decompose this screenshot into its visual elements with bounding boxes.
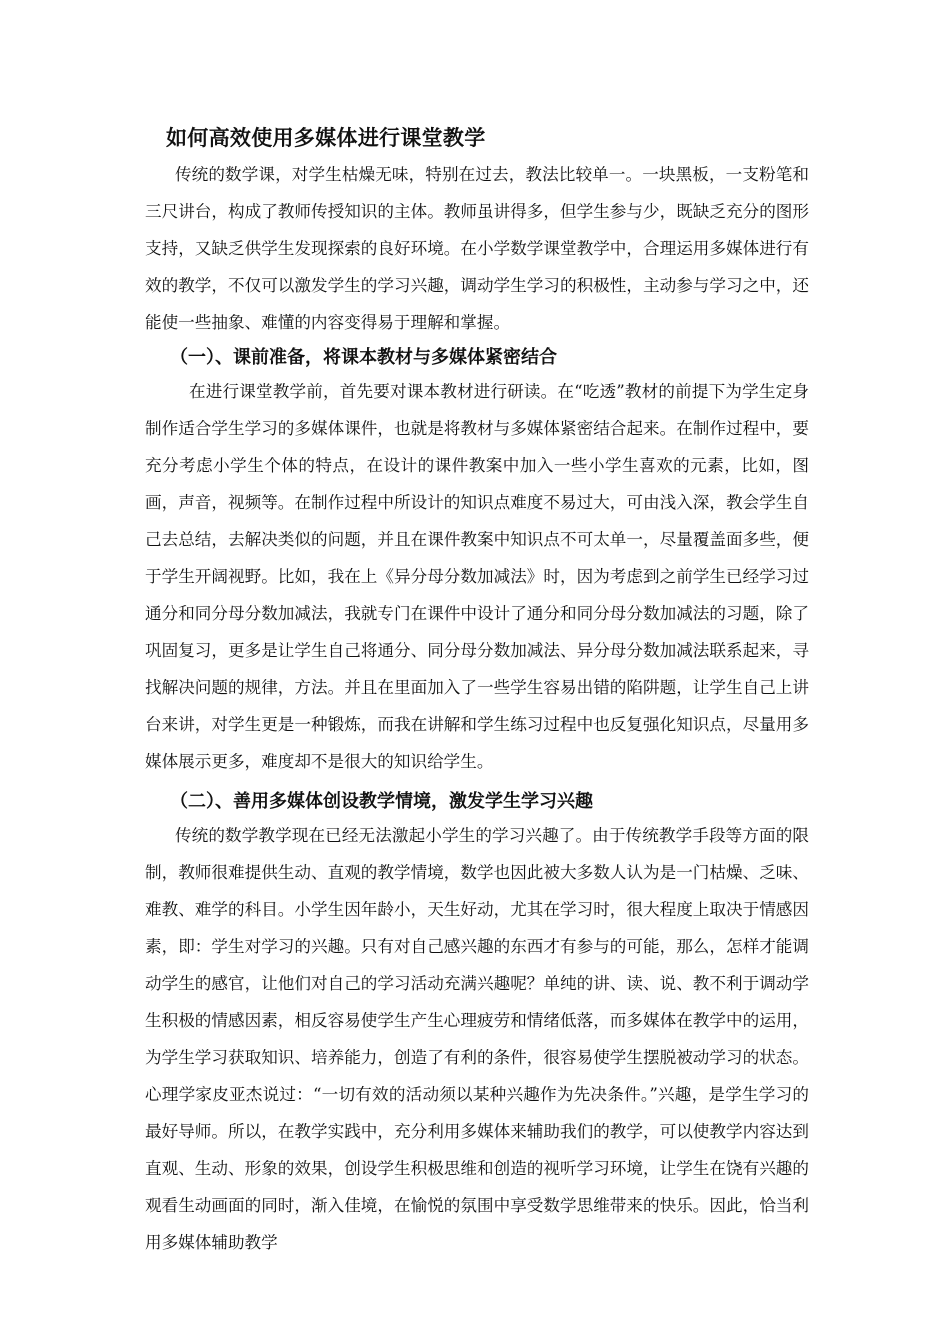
- section-1-heading: （一）、课前准备，将课本教材与多媒体紧密结合: [170, 347, 557, 368]
- section-2-heading: （二）、善用多媒体创设教学情境，激发学生学习兴趣: [170, 791, 593, 812]
- intro-paragraph: 传统的数学课，对学生枯燥无味，特别在过去，教法比较单一。一块黑板，一支粉笔和三尺讲台，构成了教师传授知识的主体。教师虽讲得多，但学生参与少，既缺乏充分的图形支持，又缺乏供学生发现探索的良好环境。在小学数学课堂教学中，合理运用多媒体进行有效的教学，不仅可以激发学生的学习兴趣，调动学生学习的积极性，主动参与学习之中，还能使一些抽象、难懂的内容变得易于理解和掌握。: [145, 165, 809, 332]
- section-2-paragraph: 传统的数学教学现在已经无法激起小学生的学习兴趣了。由于传统教学手段等方面的限制，教师很难提供生动、直观的教学情境，数学也因此被大多数人认为是一门枯燥、乏味、难教、难学的科目。小学生因年龄小，天生好动，尤其在学习时，很大程度上取决于情感因素，即：学生对学习的兴趣。只有对自己感兴趣的东西才有参与的可能，那么，怎样才能调动学生的感官，让他们对自己的学习活动充满兴趣呢？单纯的讲、读、说、教不利于调动学生积极的情感因素，相反容易使学生产生心理疲劳和情绪低落，而多媒体在教学中的运用，为学生学习获取知识、培养能力，创造了有利的条件，很容易使学生摆脱被动学习的状态。心理学家皮亚杰说过：“一切有效的活动须以某种兴趣作为先决条件。”兴趣，是学生学习的最好导师。所以，在教学实践中，充分利用多媒体来辅助我们的教学，可以使教学内容达到直观、生动、形象的效果，创设学生积极思维和创造的视听学习环境，让学生在饶有兴趣的观看生动画面的同时，渐入佳境，在愉悦的氛围中享受数学思维带来的快乐。因此，恰当利用多媒体辅助教学: [145, 826, 809, 1252]
- section-1-paragraph: 在进行课堂教学前，首先要对课本教材进行研读。在“吃透”教材的前提下为学生定身制作适合学生学习的多媒体课件，也就是将教材与多媒体紧密结合起来。在制作过程中，要充分考虑小学生个体的特点，在设计的课件教案中加入一些小学生喜欢的元素，比如，图画，声音，视频等。在制作过程中所设计的知识点难度不易过大，可由浅入深，教会学生自己去总结，去解决类似的问题，并且在课件教案中知识点不可太单一，尽量覆盖面多些，便于学生开阔视野。比如，我在上《异分母分数加减法》时，因为考虑到之前学生已经学习过通分和同分母分数加减法，我就专门在课件中设计了通分和同分母分数加减法的习题，除了巩固复习，更多是让学生自己将通分、同分母分数加减法、异分母分数加减法联系起来，寻找解决问题的规律，方法。并且在里面加入了一些学生容易出错的陷阱题，让学生自己上讲台来讲，对学生更是一种锻炼，而我在讲解和学生练习过程中也反复强化知识点，尽量用多媒体展示更多，难度却不是很大的知识给学生。: [145, 382, 809, 771]
- document-title: 如何高效使用多媒体进行课堂教学: [166, 125, 486, 150]
